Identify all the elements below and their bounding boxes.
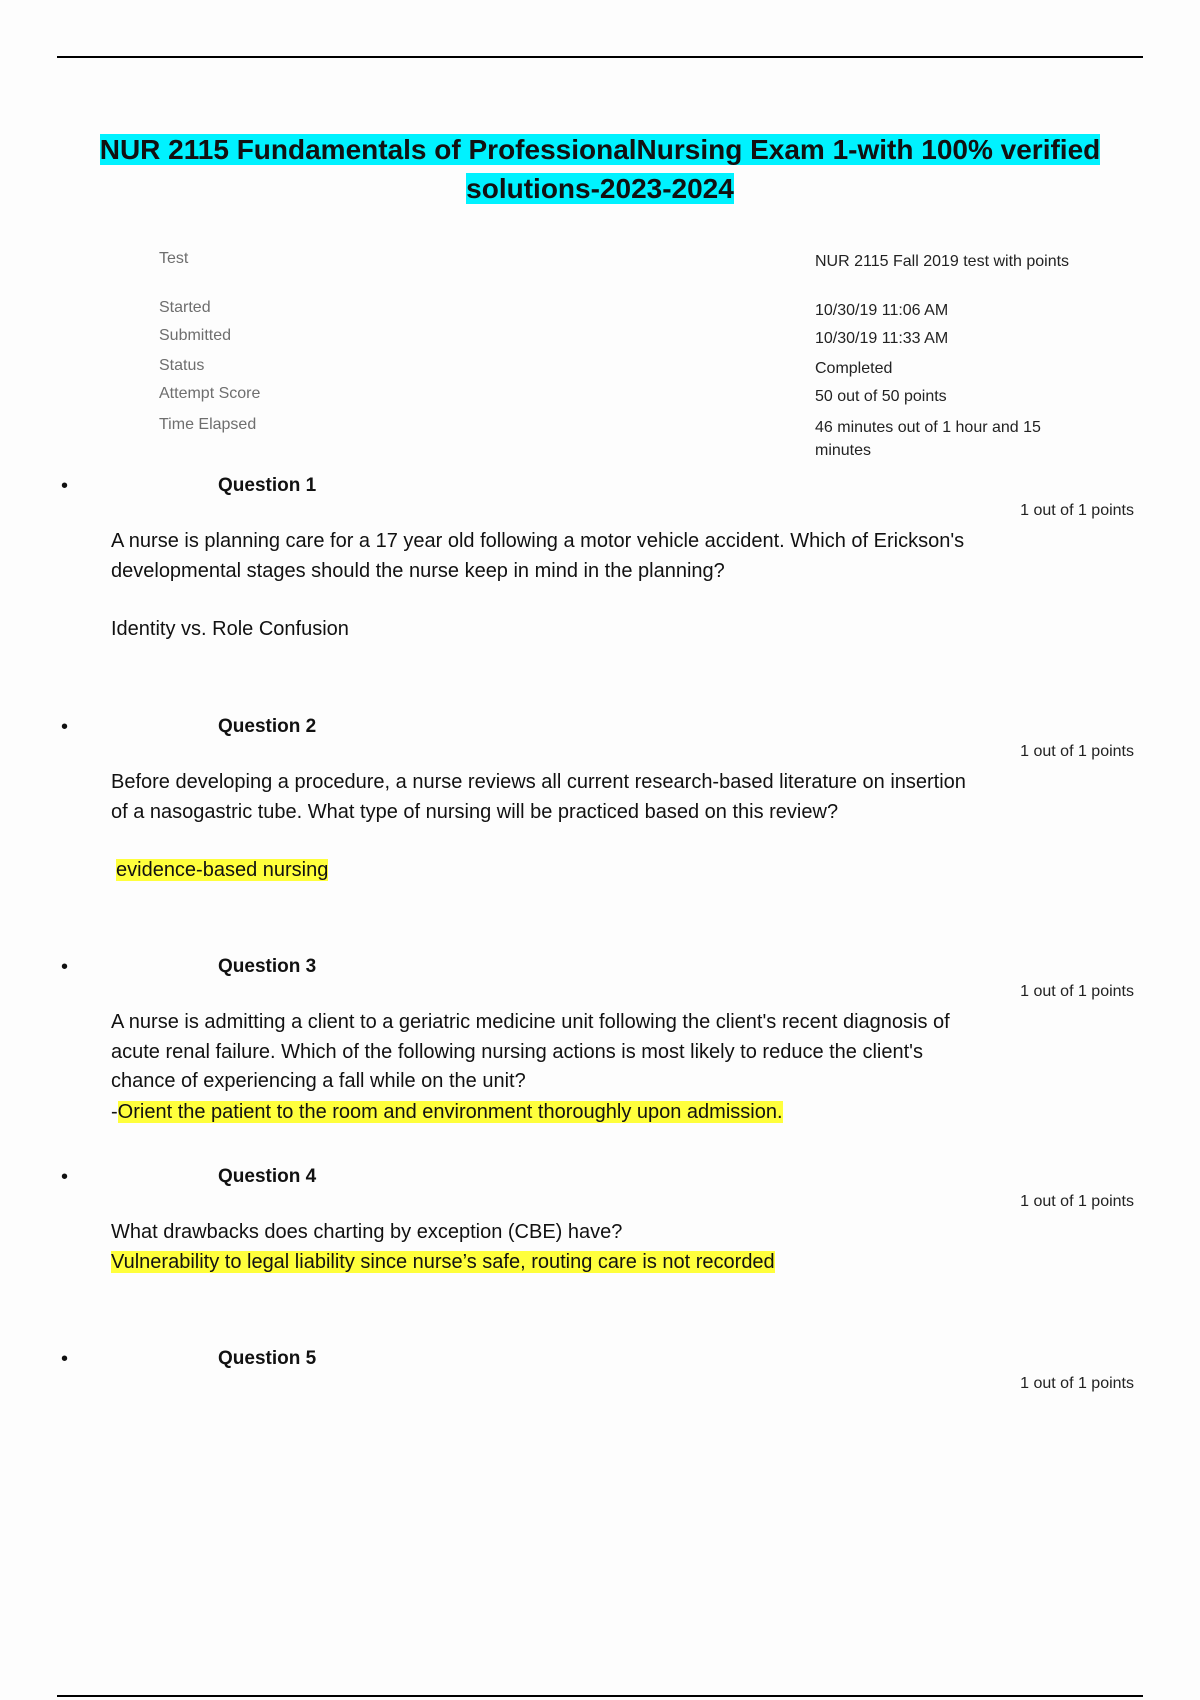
meta-row-status <box>159 357 1079 385</box>
meta-value: NUR 2115 Fall 2019 test with points <box>815 253 1070 270</box>
meta-label: Status <box>159 357 205 374</box>
question-points: 1 out of 1 points <box>1020 1375 1134 1392</box>
bullet: • <box>61 956 69 978</box>
answer-prefix: - <box>111 1101 118 1123</box>
meta-label: Test <box>159 250 189 267</box>
question-title: Question 5 <box>218 1348 317 1369</box>
bullet: • <box>61 475 69 497</box>
answer-highlight: evidence-based nursing <box>116 859 329 881</box>
question-text: Before developing a procedure, a nurse reviews all current research-based literature on insertion of a nasogastric tube. What type of nursing will be practiced based on this review? <box>111 771 966 823</box>
top-rule <box>57 56 1143 58</box>
document-title <box>57 130 1143 208</box>
meta-row-test <box>159 250 1079 299</box>
meta-value: 50 out of 50 points <box>815 388 947 405</box>
meta-value: 46 minutes out of 1 hour and 15 minutes <box>815 419 1041 459</box>
question-text: A nurse is admitting a client to a geriatric medicine unit following the client's recent diagnosis of acute renal failure. Which of the following nursing actions is most likely to reduce the client's chance of experiencing a fall while on the unit? <box>111 1011 950 1092</box>
question-title: Question 4 <box>218 1166 317 1187</box>
meta-value: 10/30/19 11:06 AM <box>815 302 949 319</box>
bottom-rule <box>57 1695 1143 1697</box>
answer-text <box>111 1098 783 1127</box>
question-points: 1 out of 1 points <box>1020 1193 1134 1210</box>
meta-label: Started <box>159 299 211 316</box>
test-info-table <box>159 250 1079 464</box>
question-points: 1 out of 1 points <box>1020 502 1134 519</box>
meta-label: Attempt Score <box>159 385 261 402</box>
answer-highlight: Vulnerability to legal liability since nurse’s safe, routing care is not recorded <box>111 1251 775 1273</box>
bullet: • <box>61 1166 69 1188</box>
question-text: A nurse is planning care for a 17 year old following a motor vehicle accident. Which of Erickson's developmental stages should the nurse keep in mind in the planning? <box>111 530 965 582</box>
answer-highlight: Orient the patient to the room and environment thoroughly upon admission. <box>117 1101 783 1123</box>
question-title: Question 2 <box>218 716 317 737</box>
question-title: Question 3 <box>218 956 317 977</box>
meta-label: Submitted <box>159 327 232 344</box>
bullet: • <box>61 716 69 738</box>
meta-row-submitted <box>159 327 1079 357</box>
question-title: Question 1 <box>218 475 317 496</box>
meta-value: Completed <box>815 360 893 377</box>
meta-label: Time Elapsed <box>159 416 257 433</box>
meta-row-attempt-score <box>159 385 1079 416</box>
answer-text: Identity vs. Role Confusion <box>111 618 349 640</box>
meta-row-started <box>159 299 1079 327</box>
answer-text <box>111 1248 775 1277</box>
meta-row-time-elapsed <box>159 416 1079 464</box>
question-text: What drawbacks does charting by exception (CBE) have? <box>111 1221 623 1243</box>
answer-text <box>116 856 328 885</box>
question-points: 1 out of 1 points <box>1020 983 1134 1000</box>
meta-value: 10/30/19 11:33 AM <box>815 330 949 347</box>
document-title-text: NUR 2115 Fundamentals of ProfessionalNursing Exam 1-with 100% verified solutions-2023-2024 <box>99 134 1101 204</box>
bullet: • <box>61 1348 69 1370</box>
question-points: 1 out of 1 points <box>1020 743 1134 760</box>
